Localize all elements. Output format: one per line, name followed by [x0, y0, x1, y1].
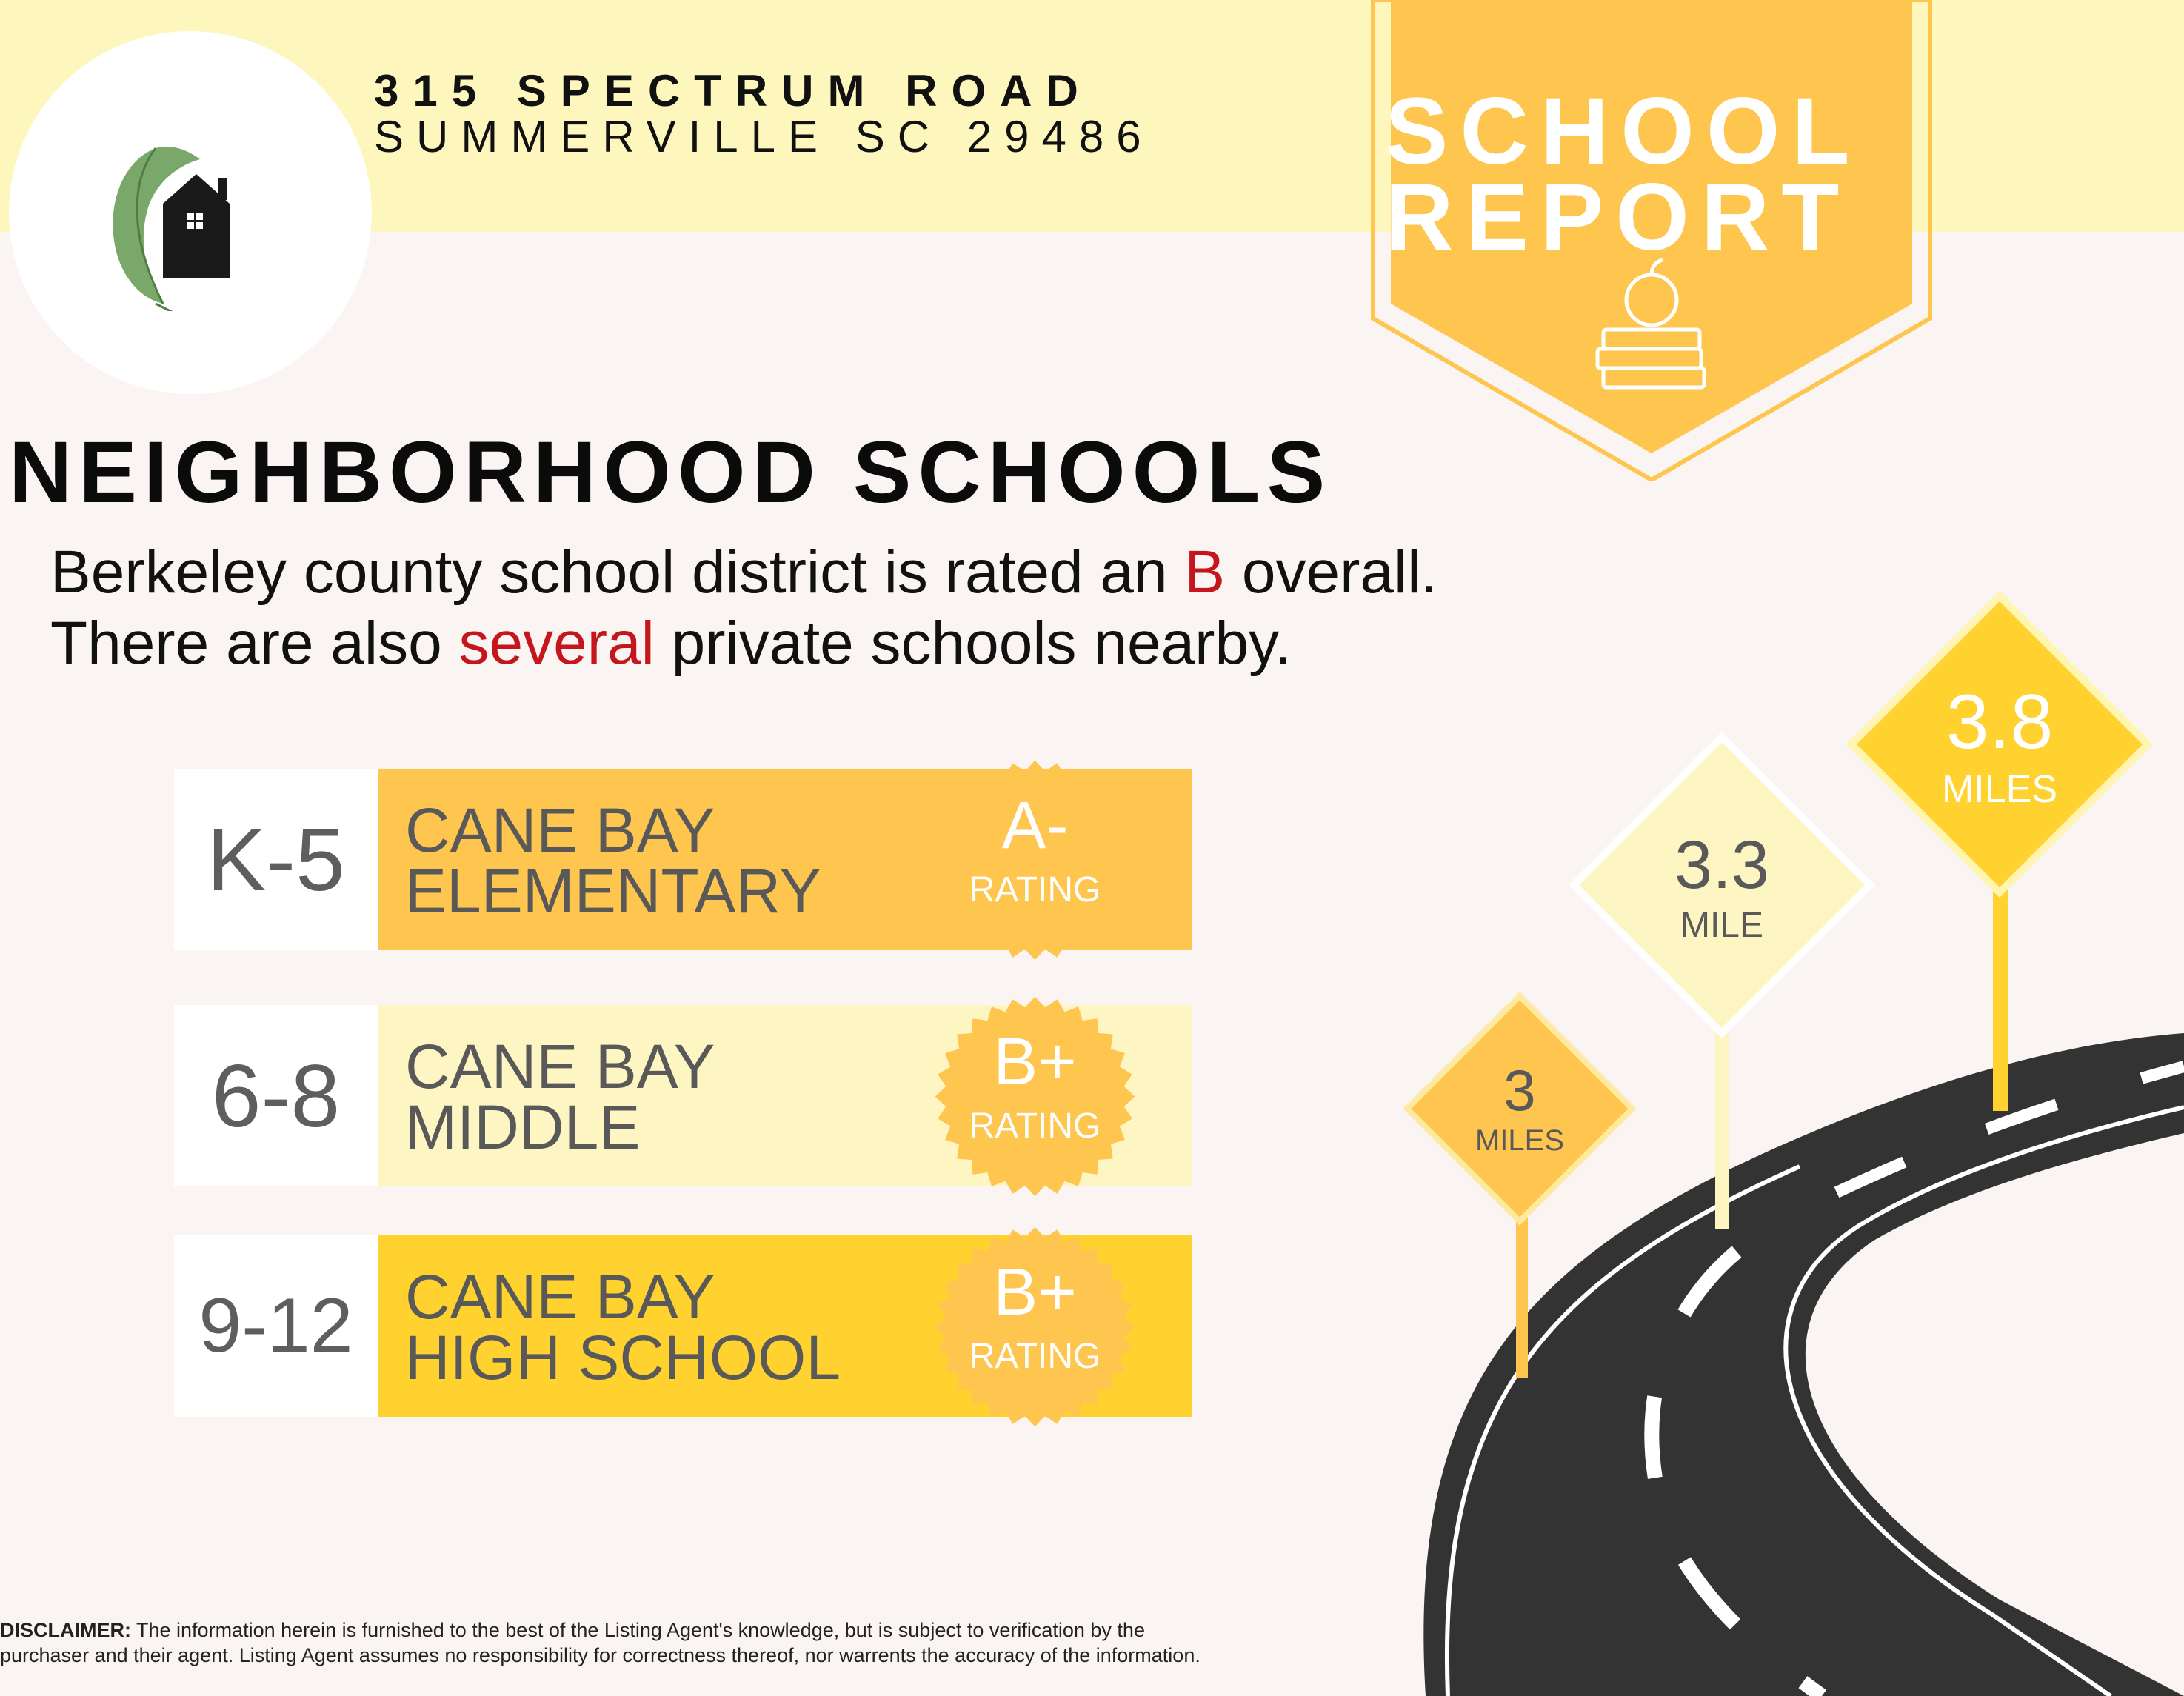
rating-grade: B+	[993, 1255, 1077, 1329]
grade-range: 6-8	[211, 1046, 341, 1146]
intro-text-segment: Berkeley county school district is rated an	[50, 538, 1185, 606]
leaf-house-icon	[104, 133, 267, 311]
school-row-elementary	[174, 769, 1137, 950]
sign-unit: MILE	[1680, 906, 1764, 945]
private-schools-highlight: several	[458, 610, 655, 677]
disclaimer-label: DISCLAIMER:	[0, 1619, 131, 1641]
grade-range-box	[174, 1005, 378, 1186]
district-rating-highlight: B	[1184, 538, 1226, 606]
grade-range: 9-12	[198, 1283, 353, 1369]
school-name	[405, 795, 821, 926]
intro-text	[50, 537, 1437, 679]
school-name-line: CANE BAY	[405, 1032, 715, 1101]
intro-text-segment: There are also	[50, 610, 459, 677]
school-name-line: MIDDLE	[405, 1092, 641, 1162]
school-row-high	[174, 1235, 1137, 1417]
school-name-line: CANE BAY	[405, 795, 715, 865]
sign-value: 3.8	[1946, 679, 2054, 765]
rating-grade: A-	[1001, 789, 1069, 863]
intro-line-2	[50, 608, 1437, 679]
sign-value: 3.3	[1674, 827, 1769, 903]
rating-label: RATING	[969, 870, 1101, 909]
disclaimer-text: The information herein is furnished to the best of the Listing Agent's knowledge, but is subject to verification by the purchaser and their agent. Listing Agent assumes no responsibility for correctness thereof, nor warrents the accuracy of the information.	[0, 1619, 1200, 1666]
section-title: NEIGHBORHOOD SCHOOLS	[9, 424, 1332, 521]
sign-unit: MILES	[1941, 768, 2058, 811]
intro-line-1	[50, 537, 1437, 608]
school-name	[405, 1032, 715, 1162]
school-name-line: ELEMENTARY	[405, 856, 821, 926]
school-name-line: CANE BAY	[405, 1262, 715, 1332]
sign-post	[1993, 874, 2008, 1111]
sign-unit: MILES	[1475, 1124, 1565, 1157]
school-report-title	[1385, 79, 1918, 270]
sign-post	[1516, 1200, 1528, 1378]
grade-range-box	[174, 769, 378, 950]
grade-range: K-5	[207, 809, 345, 909]
address-street: 315 SPECTRUM ROAD	[374, 66, 1092, 116]
banner-line-1: SCHOOL	[1385, 79, 1862, 184]
school-name	[405, 1262, 841, 1392]
rating-label: RATING	[969, 1337, 1101, 1376]
sign-post	[1715, 1015, 1729, 1229]
disclaimer	[0, 1617, 1222, 1668]
intro-text-segment: overall.	[1225, 538, 1438, 606]
apple-books-icon	[1581, 256, 1722, 396]
rating-grade: B+	[993, 1025, 1077, 1099]
rating-label: RATING	[969, 1106, 1101, 1146]
intro-text-segment: private schools nearby.	[654, 610, 1292, 677]
school-name-line: HIGH SCHOOL	[405, 1323, 841, 1392]
sign-value: 3	[1503, 1058, 1536, 1123]
school-row-middle	[174, 1005, 1137, 1186]
address-city: SUMMERVILLE SC 29486	[374, 112, 1154, 161]
grade-range-box	[174, 1235, 378, 1417]
banner-line-2: REPORT	[1385, 164, 1851, 270]
